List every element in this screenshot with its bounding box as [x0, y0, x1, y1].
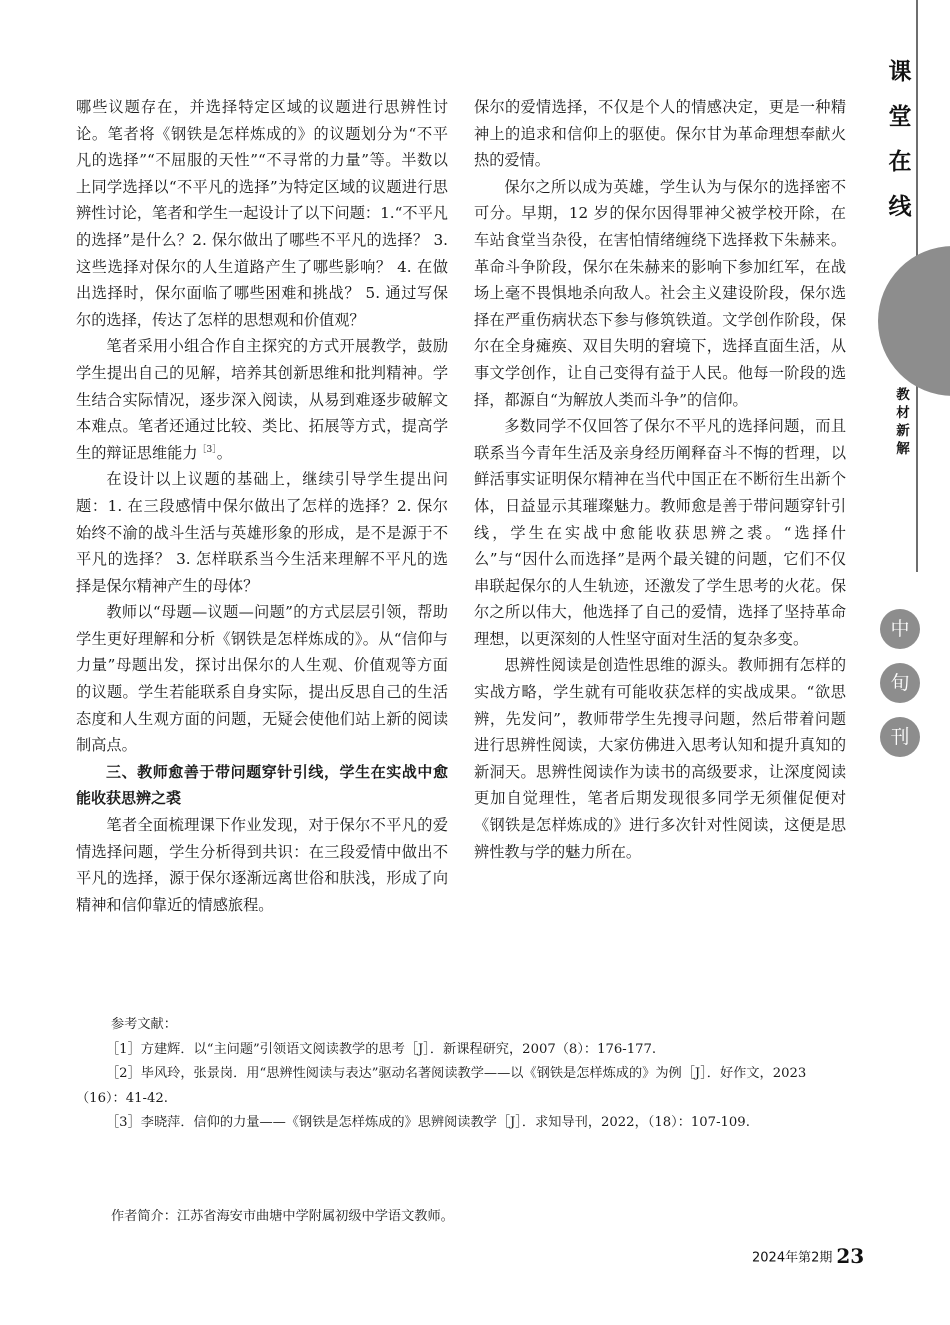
author-bio: 作者简介：江苏省海安市曲塘中学附属初级中学语文教师。	[111, 1209, 454, 1224]
paragraph: 保尔的爱情选择，不仅是个人的情感决定，更是一种精神上的追求和信仰上的驱使。保尔甘为革命理想奉献火热的爱情。	[474, 98, 846, 170]
paragraph: 多数同学不仅回答了保尔不平凡的选择问题，而且联系当今青年生活及亲身经历阐释奋斗不悔的哲理，以鲜活事实证明保尔精神在当代中国正在不断衍生出新个体，日益显示其璀璨魅力。教师愈是善于带问题穿针引线，学生在实战中愈能收获思辨之裘。“选择什么”与“因什么而选择”是两个最关键的问题，它们不仅串联起保尔的人生轨迹，还激发了学生思考的火花。保尔之所以伟大，他选择了自己的爱情，选择了坚持革命理想，以更深刻的人性坚守面对生活的复杂多变。	[474, 417, 846, 648]
right-column	[474, 94, 846, 865]
section-title-char: 在	[888, 149, 912, 175]
section-title	[880, 50, 920, 230]
citation-marker: ［3］	[197, 444, 217, 455]
section-heading: 三、教师愈善于带问题穿针引线，学生在实战中愈能收获思辨之裘	[76, 762, 448, 808]
paragraph: 在设计以上议题的基础上，继续引导学生提出问题：1. 在三段感情中保尔做出了怎样的选择？2. 保尔始终不渝的战斗生活与英雄形象的形成，是不是源于不平凡的选择？ 3. 怎样联系当今生活来理解不平凡的选择是保尔精神产生的母体？	[76, 470, 448, 595]
magazine-badge: 刊	[880, 717, 920, 757]
decorative-half-disc	[878, 246, 950, 396]
paragraph-end: 。	[216, 443, 232, 462]
issue-label: 2024年第2期	[752, 1250, 833, 1266]
paragraph: 哪些议题存在，并选择特定区域的议题进行思辨性讨论。笔者将《钢铁是怎样炼成的》的议题划分为“不平凡的选择”“不屈服的天性”“不寻常的力量”等。半数以上同学选择以“不平凡的选择”为特定区域的议题进行思辨性讨论，笔者和学生一起设计了以下问题：1.“不平凡的选择”是什么？2. 保尔做出了哪些不平凡的选择？ 3. 这些选择对保尔的人生道路产生了哪些影响？ 4. 在做出选择时，保尔面临了哪些困难和挑战？ 5. 通过写保尔的选择，传达了怎样的思想观和价值观？	[76, 98, 448, 329]
magazine-badge: 中	[880, 609, 920, 649]
section-title-char: 课	[888, 59, 912, 85]
column-title-char: 解	[896, 441, 910, 457]
reference-item: ［3］李晓萍．信仰的力量——《钢铁是怎样炼成的》思辨阅读教学［J］．求知导刊，2022，（18）：107-109.	[106, 1115, 750, 1130]
paragraph: 保尔之所以成为英雄，学生认为与保尔的选择密不可分。早期，12 岁的保尔因得罪神父被学校开除，在车站食堂当杂役，在害怕情绪缠绕下选择救下朱赫来。革命斗争阶段，保尔在朱赫来的影响下参加红军，在战场上毫不畏惧地杀向敌人。社会主义建设阶段，保尔选择在严重伤病状态下参与修筑铁道。文学创作阶段，保尔在全身瘫痪、双目失明的窘境下，选择直面生活，从事文学创作，让自己变得有益于人民。他每一阶段的选择，都源自“为解放人类而斗争”的信仰。	[474, 177, 846, 409]
column-title	[888, 386, 918, 458]
column-title-char: 新	[896, 423, 910, 439]
paragraph	[76, 333, 448, 466]
paragraph-text: 笔者采用小组合作自主探究的方式开展教学，鼓励学生提出自己的见解，培养其创新思维和批判精神。学生结合实际情况，逐步深入阅读，从易到难逐步破解文本难点。笔者还通过比较、类比、拓展等方式，提高学生的辩证思维能力	[76, 337, 448, 462]
column-title-char: 材	[896, 405, 910, 421]
reference-item: ［1］方建辉．以“主问题”引领语文阅读教学的思考［J］．新课程研究，2007（8）：176-177.	[106, 1041, 657, 1057]
page-footer	[752, 1244, 864, 1268]
references	[76, 1013, 846, 1136]
references-label: 参考文献：	[111, 1017, 177, 1032]
section-title-char: 堂	[888, 104, 912, 130]
reference-item: ［2］毕风玲，张景岗．用“思辨性阅读与表达”驱动名著阅读教学——以《钢铁是怎样炼成的》为例［J］．好作文，2023（16）：41-42.	[76, 1066, 807, 1106]
column-title-char: 教	[896, 387, 910, 403]
paragraph: 思辨性阅读是创造性思维的源头。教师拥有怎样的实战方略，学生就有可能收获怎样的实战成果。“欲思辨，先发问”，教师带学生先搜寻问题，然后带着问题进行思辨性阅读，大家仿佛进入思考认知和提升真知的新洞天。思辨性阅读作为读书的高级要求，让深度阅读更加自觉理性，笔者后期发现很多同学无须催促便对《钢铁是怎样炼成的》进行多次针对性阅读，这便是思辨性教与学的魅力所在。	[474, 656, 846, 861]
section-title-char: 线	[888, 194, 912, 220]
magazine-badge: 旬	[880, 663, 920, 703]
page-number: 23	[836, 1244, 865, 1268]
paragraph: 笔者全面梳理课下作业发现，对于保尔不平凡的爱情选择问题，学生分析得到共识：在三段爱情中做出不平凡的选择，源于保尔逐渐远离世俗和肤浅，形成了向精神和信仰靠近的情感旅程。	[76, 816, 448, 914]
paragraph: 教师以“母题—议题—问题”的方式层层引领，帮助学生更好理解和分析《钢铁是怎样炼成的》。从“信仰与力量”母题出发，探讨出保尔的人生观、价值观等方面的议题。学生若能联系自身实际，提出反思自己的生活态度和人生观方面的问题，无疑会使他们站上新的阅读制高点。	[76, 603, 448, 755]
left-column	[76, 94, 448, 918]
